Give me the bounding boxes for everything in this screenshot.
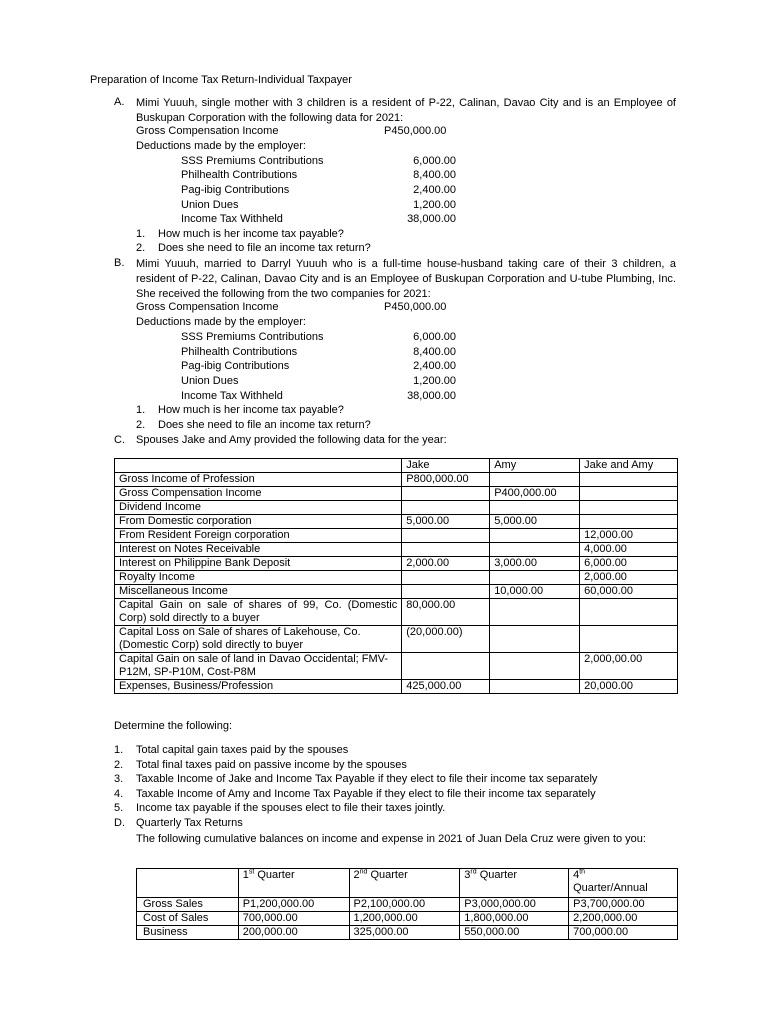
- table-cell: P2,100,000.00: [349, 898, 460, 912]
- table-cell: [402, 585, 490, 599]
- section-a-letter: A.: [114, 96, 125, 108]
- deduction-value: 38,000.00: [407, 390, 456, 402]
- table-row: [137, 898, 678, 912]
- question-text: Does she need to file an income tax return?: [158, 419, 371, 431]
- table-cell: [402, 571, 490, 585]
- table-cell: 325,000.00: [349, 926, 460, 940]
- table-cell: 5,000.00: [490, 515, 580, 529]
- table-cell: [490, 543, 580, 557]
- deduction-label: Pag-ibig Contributions: [181, 360, 290, 372]
- table-header-empty: [137, 869, 239, 898]
- table-cell: Interest on Philippine Bank Deposit: [115, 557, 402, 571]
- document-title: Preparation of Income Tax Return-Individual Taxpayer: [90, 74, 352, 86]
- table-cell: [402, 653, 490, 680]
- section-c-letter: C.: [114, 434, 125, 446]
- determine-label: Determine the following:: [114, 720, 233, 732]
- deduction-label: Income Tax Withheld: [181, 390, 283, 402]
- table-header: [115, 459, 402, 473]
- table-cell: Cost of Sales: [137, 912, 239, 926]
- spouses-income-table: [114, 458, 678, 694]
- question-text: How much is her income tax payable?: [158, 404, 344, 416]
- table-cell: P3,700,000.00: [569, 898, 678, 912]
- table-cell: 425,000.00: [402, 680, 490, 694]
- section-a-intro: Mimi Yuuuh, single mother with 3 children is a resident of P-22, Calinan, Davao City and is an Employee of Buskupan Corporation with the following data for 2021:: [136, 97, 676, 124]
- question-text: Does she need to file an income tax return?: [158, 242, 371, 254]
- table-cell: Gross Compensation Income: [115, 487, 402, 501]
- section-b-gross-label: Gross Compensation Income: [136, 301, 279, 313]
- table-row: [115, 543, 678, 557]
- deduction-value: 2,400.00: [413, 360, 456, 372]
- item-text: Taxable Income of Jake and Income Tax Payable if they elect to file their income tax separately: [136, 773, 598, 785]
- deduction-label: Income Tax Withheld: [181, 213, 283, 225]
- table-cell: [402, 487, 490, 501]
- table-cell: Gross Sales: [137, 898, 239, 912]
- table-header: Amy: [490, 459, 580, 473]
- table-cell: 200,000.00: [238, 926, 349, 940]
- question-text: How much is her income tax payable?: [158, 228, 344, 240]
- item-text: Total final taxes paid on passive income by the spouses: [136, 759, 407, 771]
- table-cell: P400,000.00: [490, 487, 580, 501]
- table-cell: 80,000.00: [402, 599, 490, 626]
- deduction-value: 1,200.00: [413, 199, 456, 211]
- table-cell: [490, 653, 580, 680]
- deduction-value: 6,000.00: [413, 331, 456, 343]
- deduction-label: Union Dues: [181, 199, 239, 211]
- table-cell: 2,200,000.00: [569, 912, 678, 926]
- question-number: 1.: [136, 404, 146, 416]
- table-cell: Capital Gain on sale of shares of 99, Co. (Domestic Corp) sold directly to a buyer: [115, 599, 402, 626]
- deduction-value: 8,400.00: [413, 169, 456, 181]
- table-cell: [490, 626, 580, 653]
- table-cell: P800,000.00: [402, 473, 490, 487]
- section-a-gross-label: Gross Compensation Income: [136, 125, 279, 137]
- section-b-deductions-label: Deductions made by the employer:: [136, 316, 306, 328]
- table-row: [115, 557, 678, 571]
- table-cell: [402, 543, 490, 557]
- table-cell: [580, 473, 678, 487]
- table-cell: Expenses, Business/Profession: [115, 680, 402, 694]
- table-cell: [490, 473, 580, 487]
- table-cell: Dividend Income: [115, 501, 402, 515]
- deduction-value: 8,400.00: [413, 346, 456, 358]
- item-number: 3.: [114, 773, 124, 785]
- table-cell: [402, 529, 490, 543]
- section-a-deductions-label: Deductions made by the employer:: [136, 140, 306, 152]
- table-cell: [490, 571, 580, 585]
- table-header: Jake: [402, 459, 490, 473]
- section-c-intro: Spouses Jake and Amy provided the following data for the year:: [136, 434, 447, 446]
- table-cell: 12,000.00: [580, 529, 678, 543]
- table-cell: [580, 501, 678, 515]
- table-row: [115, 585, 678, 599]
- table-cell: 5,000.00: [402, 515, 490, 529]
- item-number: 2.: [114, 759, 124, 771]
- question-number: 1.: [136, 228, 146, 240]
- table-cell: [580, 487, 678, 501]
- deduction-label: SSS Premiums Contributions: [181, 331, 324, 343]
- item-text: Taxable Income of Amy and Income Tax Payable if they elect to file their income tax separately: [136, 788, 596, 800]
- table-cell: 1,200,000.00: [349, 912, 460, 926]
- section-d-heading: Quarterly Tax Returns: [136, 817, 243, 829]
- table-row: [115, 626, 678, 653]
- table-row: [115, 653, 678, 680]
- table-cell: 700,000.00: [569, 926, 678, 940]
- table-row: [115, 599, 678, 626]
- table-cell: Business: [137, 926, 239, 940]
- table-row: [115, 680, 678, 694]
- item-number: 4.: [114, 788, 124, 800]
- quarter-header: 3rd Quarter: [460, 869, 569, 898]
- section-b-gross-value: P450,000.00: [384, 301, 447, 313]
- table-cell: [490, 501, 580, 515]
- table-cell: 2,000.00: [580, 571, 678, 585]
- table-cell: (20,000.00): [402, 626, 490, 653]
- table-cell: 2,000.00: [402, 557, 490, 571]
- table-cell: 550,000.00: [460, 926, 569, 940]
- table-header-row: [115, 459, 678, 473]
- item-text: Income tax payable if the spouses elect to file their taxes jointly.: [136, 802, 446, 814]
- deduction-value: 38,000.00: [407, 213, 456, 225]
- section-a-gross-value: P450,000.00: [384, 125, 447, 137]
- table-row: [137, 926, 678, 940]
- table-cell: Gross Income of Profession: [115, 473, 402, 487]
- deduction-label: SSS Premiums Contributions: [181, 155, 324, 167]
- section-b-intro: Mimi Yuuuh, married to Darryl Yuuuh who is a full-time house-husband taking care of their 3 children, a resident of P-22, Calinan, Davao City and is an Employee of Buskupan Corporation and U-tube Plumbing, Inc. She received the following from the two companies for 2021:: [136, 258, 676, 300]
- table-cell: 10,000.00: [490, 585, 580, 599]
- table-cell: From Resident Foreign corporation: [115, 529, 402, 543]
- table-cell: 60,000.00: [580, 585, 678, 599]
- table-cell: Royalty Income: [115, 571, 402, 585]
- table-header: Jake and Amy: [580, 459, 678, 473]
- deduction-value: 2,400.00: [413, 184, 456, 196]
- table-cell: Capital Gain on sale of land in Davao Occidental; FMV-P12M, SP-P10M, Cost-P8M: [115, 653, 402, 680]
- section-d-letter: D.: [114, 817, 125, 829]
- table-cell: [580, 515, 678, 529]
- section-d-intro: The following cumulative balances on income and expense in 2021 of Juan Dela Cruz were given to you:: [136, 833, 646, 845]
- question-number: 2.: [136, 242, 146, 254]
- item-number: 1.: [114, 744, 124, 756]
- table-cell: [490, 599, 580, 626]
- quarter-header: 4th Quarter/Annual: [569, 869, 678, 898]
- table-cell: Capital Loss on Sale of shares of Lakehouse, Co. (Domestic Corp) sold directly to buyer: [115, 626, 402, 653]
- table-cell: Interest on Notes Receivable: [115, 543, 402, 557]
- table-row: [115, 515, 678, 529]
- table-cell: 3,000.00: [490, 557, 580, 571]
- table-row: [115, 571, 678, 585]
- table-cell: P1,200,000.00: [238, 898, 349, 912]
- deduction-value: 6,000.00: [413, 155, 456, 167]
- table-cell: [490, 529, 580, 543]
- table-row: [137, 912, 678, 926]
- table-row: [115, 529, 678, 543]
- deduction-label: Union Dues: [181, 375, 239, 387]
- table-cell: P3,000,000.00: [460, 898, 569, 912]
- question-number: 2.: [136, 419, 146, 431]
- table-row: [115, 473, 678, 487]
- table-cell: 4,000.00: [580, 543, 678, 557]
- table-cell: [402, 501, 490, 515]
- table-cell: 6,000.00: [580, 557, 678, 571]
- table-cell: Miscellaneous Income: [115, 585, 402, 599]
- deduction-label: Pag-ibig Contributions: [181, 184, 290, 196]
- deduction-value: 1,200.00: [413, 375, 456, 387]
- table-cell: 20,000.00: [580, 680, 678, 694]
- table-cell: 2,000,00.00: [580, 653, 678, 680]
- deduction-label: Philhealth Contributions: [181, 169, 298, 181]
- table-row: [115, 501, 678, 515]
- table-cell: [490, 680, 580, 694]
- quarter-header: 1st Quarter: [238, 869, 349, 898]
- table-cell: [580, 626, 678, 653]
- deduction-label: Philhealth Contributions: [181, 346, 298, 358]
- item-text: Total capital gain taxes paid by the spouses: [136, 744, 349, 756]
- table-cell: 1,800,000.00: [460, 912, 569, 926]
- quarterly-balances-table: [136, 868, 678, 940]
- section-b-letter: B.: [114, 257, 125, 269]
- item-number: 5.: [114, 802, 124, 814]
- table-cell: [580, 599, 678, 626]
- table-header-row: [137, 869, 678, 898]
- table-cell: From Domestic corporation: [115, 515, 402, 529]
- quarter-header: 2nd Quarter: [349, 869, 460, 898]
- table-cell: 700,000.00: [238, 912, 349, 926]
- table-row: [115, 487, 678, 501]
